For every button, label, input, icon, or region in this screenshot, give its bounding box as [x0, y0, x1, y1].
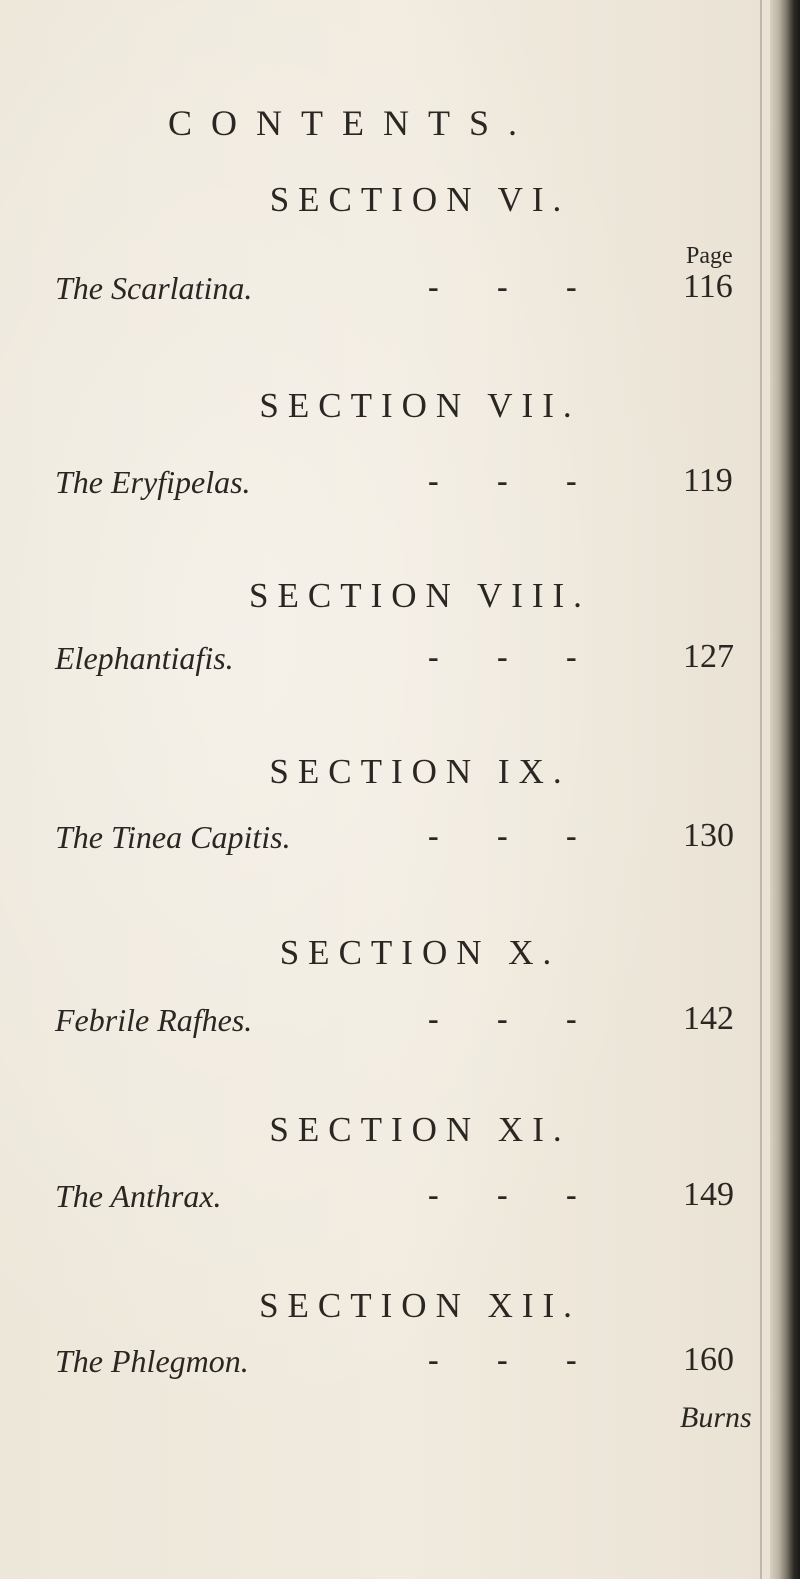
entry-name: The Phlegmon. — [55, 1343, 249, 1379]
contents-heading: CONTENTS. — [168, 103, 536, 143]
page-column-label: Page — [686, 243, 733, 269]
leader-dash: - — [566, 1176, 577, 1212]
leader-dash: - — [497, 638, 508, 674]
leader-dash: - — [566, 817, 577, 853]
leader-dash: - — [428, 1341, 439, 1377]
leader-dash: - — [428, 638, 439, 674]
page-number: 119 — [683, 462, 733, 499]
section-title: SECTION VII. — [259, 386, 581, 425]
leader-dash: - — [497, 1341, 508, 1377]
entry-name: The Scarlatina. — [55, 270, 253, 306]
section-title: SECTION VIII. — [249, 576, 591, 615]
entry-name: Febrile Rafhes. — [55, 1002, 253, 1038]
page-number: 149 — [683, 1176, 734, 1213]
page-number: 142 — [683, 1000, 734, 1037]
entry-name: The Eryfipelas. — [55, 464, 251, 500]
leader-dash: - — [566, 638, 577, 674]
section-title: SECTION XII. — [259, 1286, 581, 1325]
entry-name: The Tinea Capitis. — [55, 819, 291, 855]
leader-dash: - — [428, 268, 439, 304]
section-title: SECTION X. — [279, 933, 561, 972]
leader-dash: - — [428, 1176, 439, 1212]
leader-dash: - — [497, 462, 508, 498]
leader-dash: - — [566, 268, 577, 304]
entry-name: Elephantiafis. — [55, 640, 234, 676]
page-number: 130 — [683, 817, 734, 854]
leader-dash: - — [497, 1000, 508, 1036]
leader-dash: - — [497, 268, 508, 304]
leader-dash: - — [566, 1000, 577, 1036]
leader-dash: - — [497, 1176, 508, 1212]
leader-dash: - — [428, 817, 439, 853]
leader-dash: - — [566, 1341, 577, 1377]
page-number: 116 — [683, 268, 733, 305]
section-title: SECTION VI. — [269, 180, 571, 219]
section-title: SECTION XI. — [269, 1110, 571, 1149]
leader-dash: - — [497, 817, 508, 853]
catchword: Burns — [680, 1401, 752, 1434]
leader-dash: - — [428, 1000, 439, 1036]
leader-dash: - — [566, 462, 577, 498]
page-number: 160 — [683, 1341, 734, 1378]
leader-dash: - — [428, 462, 439, 498]
entry-name: The Anthrax. — [55, 1178, 222, 1214]
section-title: SECTION IX. — [269, 752, 571, 791]
page-number: 127 — [683, 638, 734, 675]
